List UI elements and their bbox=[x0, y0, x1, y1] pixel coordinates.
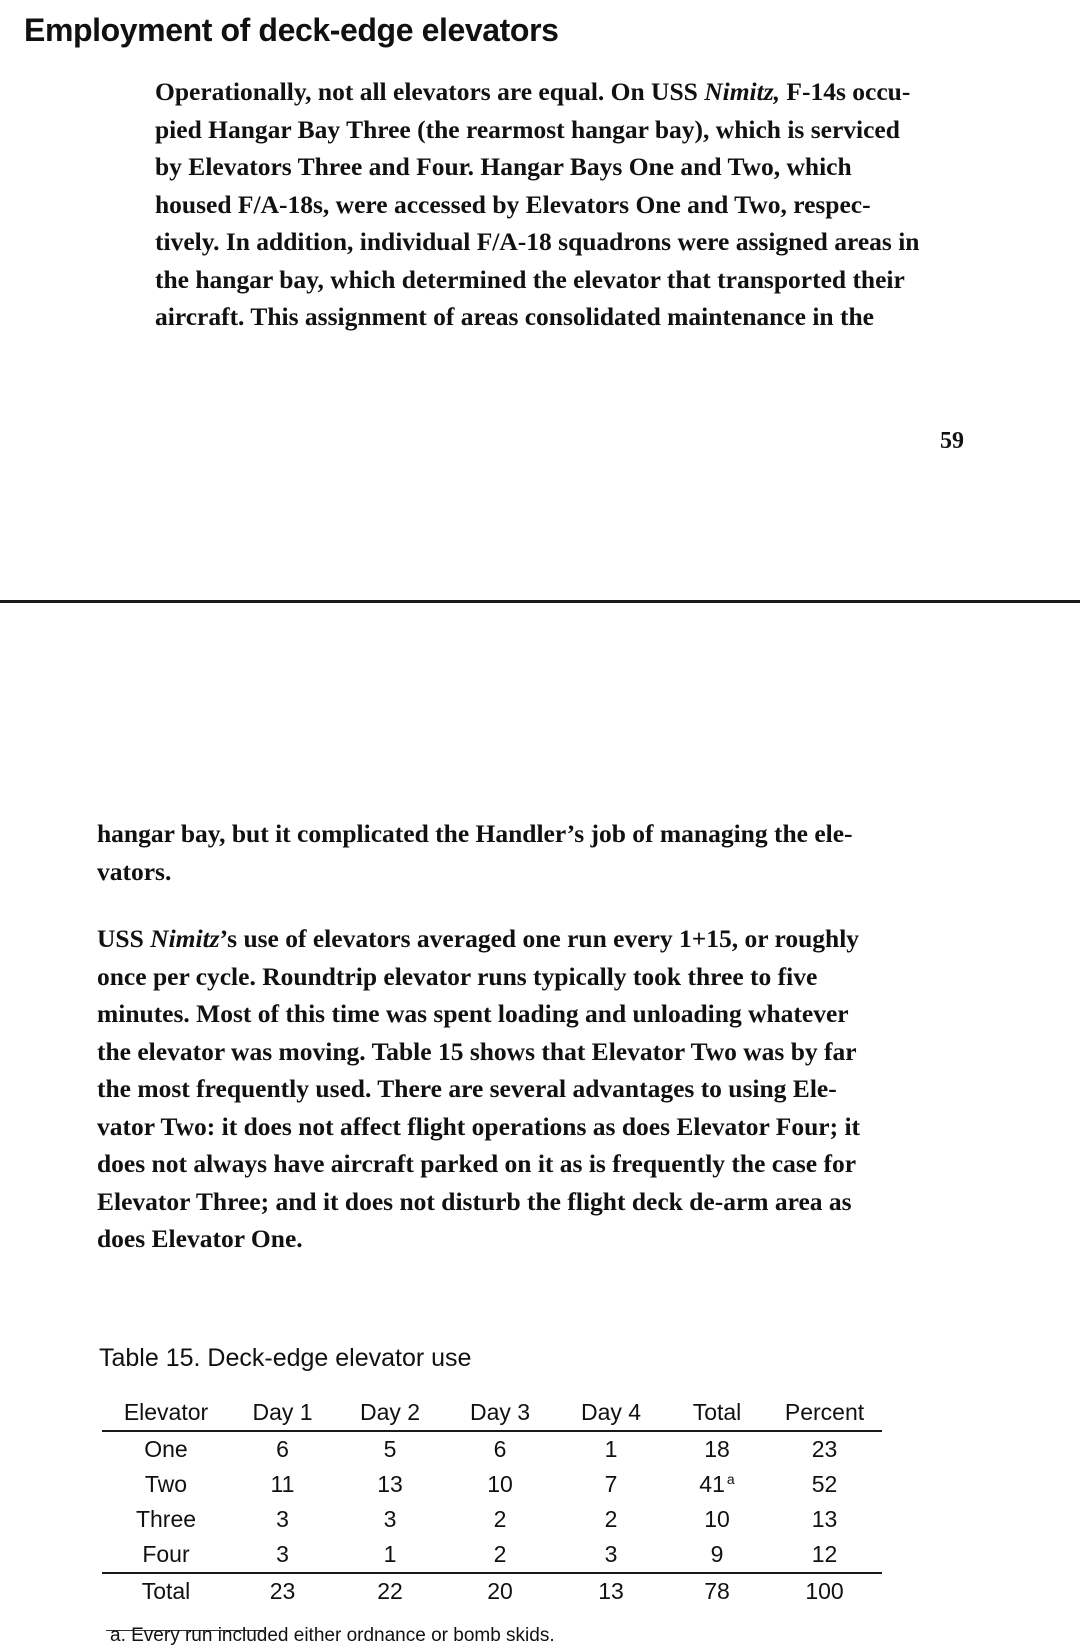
table-cell bbox=[102, 1471, 230, 1498]
text-segment: housed F/A-18s, were accessed by Elevators One and Two, respec- bbox=[155, 189, 871, 219]
text-line bbox=[155, 111, 919, 149]
table-cell bbox=[445, 1506, 555, 1533]
table-row bbox=[102, 1537, 882, 1572]
table-cell bbox=[445, 1436, 555, 1463]
text-segment: by Elevators Three and Four. Hangar Bays One and Two, which bbox=[155, 152, 852, 181]
table-cell-value: Two bbox=[144, 1471, 188, 1497]
table-cell-value: 6 bbox=[276, 1436, 289, 1462]
text-line bbox=[97, 920, 860, 958]
text-segment: Elevator Three; and it does not disturb the flight deck de-arm area as bbox=[97, 1186, 852, 1216]
text-segment: pied Hangar Bay Three (the rearmost hangar bay), which is serviced bbox=[155, 114, 900, 144]
table-cell bbox=[667, 1541, 767, 1568]
text-line bbox=[155, 186, 919, 224]
text-segment: vator Two: it does not affect flight operations as does Elevator Four; it bbox=[97, 1111, 861, 1141]
table-footnote: a. Every run included either ordnance or bomb skids. bbox=[110, 1625, 555, 1646]
table-cell-value: 3 bbox=[276, 1541, 289, 1567]
table-header-cell: Day 1 bbox=[252, 1399, 313, 1425]
text-line bbox=[97, 1033, 860, 1071]
table-body bbox=[102, 1432, 882, 1572]
text-line bbox=[155, 298, 919, 336]
table-cell-value: 2 bbox=[493, 1506, 507, 1532]
table-cell bbox=[335, 1506, 445, 1533]
table-caption: Table 15. Deck-edge elevator use bbox=[99, 1344, 472, 1372]
text-line bbox=[97, 853, 853, 891]
table-cell bbox=[230, 1471, 335, 1498]
table-cell bbox=[102, 1436, 230, 1463]
table-cell-value: 7 bbox=[604, 1471, 618, 1497]
table-cell-value: 41 bbox=[699, 1471, 725, 1497]
text-segment: hangar bay, but it complicated the Handler’s job of managing the ele- bbox=[97, 819, 853, 848]
page-divider bbox=[0, 600, 1080, 603]
table-cell-value: 9 bbox=[710, 1541, 724, 1567]
table-cell bbox=[555, 1506, 667, 1533]
text-segment: does not always have aircraft parked on it as is frequently the case for bbox=[97, 1149, 857, 1178]
text-segment: the elevator was moving. Table 15 shows that Elevator Two was by far bbox=[97, 1036, 857, 1066]
text-line bbox=[97, 1070, 860, 1108]
text-segment: F-14s occu- bbox=[780, 77, 911, 106]
footnote-marker: a bbox=[726, 1471, 735, 1487]
table-cell bbox=[230, 1506, 335, 1533]
table-row bbox=[102, 1502, 882, 1537]
text-line bbox=[97, 1108, 860, 1146]
table-header-cell: Total bbox=[692, 1399, 742, 1425]
table-cell-value: 23 bbox=[811, 1436, 838, 1462]
italic-ship-name: Nimitz bbox=[150, 924, 220, 953]
table-cell-value: Three bbox=[135, 1506, 197, 1532]
section-heading: Employment of deck-edge elevators bbox=[24, 12, 559, 48]
text-segment: does Elevator One. bbox=[97, 1224, 303, 1253]
table-cell-value: One bbox=[144, 1436, 188, 1462]
table-header-cell: Day 4 bbox=[580, 1399, 642, 1425]
table-cell-value: 52 bbox=[811, 1471, 838, 1497]
table-cell: 100 bbox=[805, 1578, 844, 1604]
text-segment: ’s use of elevators averaged one run every 1+15, or roughly bbox=[219, 924, 860, 953]
table-row bbox=[102, 1432, 882, 1467]
table-cell-value: 2 bbox=[604, 1506, 618, 1532]
text-segment: the most frequently used. There are several advantages to using Ele- bbox=[97, 1074, 837, 1103]
paragraph-top bbox=[155, 73, 919, 336]
text-line bbox=[97, 815, 853, 853]
table-header-cell: Percent bbox=[784, 1399, 865, 1425]
table-cell bbox=[767, 1541, 882, 1568]
table-header-row bbox=[102, 1395, 882, 1430]
text-segment: USS bbox=[97, 924, 151, 953]
table-cell bbox=[335, 1471, 445, 1498]
text-segment: minutes. Most of this time was spent loading and unloading whatever bbox=[97, 999, 849, 1028]
text-line bbox=[97, 995, 860, 1033]
table-cell bbox=[555, 1436, 667, 1463]
text-line bbox=[97, 1220, 860, 1258]
table-header-cell: Day 3 bbox=[469, 1399, 531, 1425]
table-cell bbox=[767, 1506, 882, 1533]
paragraph-continuation bbox=[97, 815, 853, 890]
table-cell bbox=[667, 1471, 767, 1498]
table-cell: 20 bbox=[487, 1578, 513, 1604]
table-cell bbox=[555, 1541, 667, 1568]
paragraph-elevator-usage bbox=[97, 920, 860, 1258]
text-line bbox=[155, 261, 919, 299]
table-cell-value: 11 bbox=[270, 1471, 295, 1497]
text-segment: Operationally, not all elevators are equal. On USS bbox=[155, 77, 705, 106]
text-segment: aircraft. This assignment of areas consolidated maintenance in the bbox=[155, 302, 874, 331]
table-cell: 78 bbox=[704, 1578, 730, 1604]
table-cell-value: Four bbox=[142, 1541, 190, 1567]
table-cell bbox=[667, 1506, 767, 1533]
table-cell bbox=[445, 1541, 555, 1568]
table-cell-value: 6 bbox=[493, 1436, 507, 1462]
table-cell-value: 18 bbox=[704, 1436, 730, 1462]
table-cell bbox=[555, 1471, 667, 1498]
elevator-use-table bbox=[102, 1395, 882, 1609]
text-segment: tively. In addition, individual F/A-18 squadrons were assigned areas in bbox=[155, 227, 920, 256]
table-cell: 13 bbox=[598, 1578, 624, 1604]
table-cell-value: 12 bbox=[811, 1541, 838, 1567]
text-segment: vators. bbox=[97, 856, 172, 886]
text-line bbox=[97, 1183, 860, 1221]
table-cell-value: 1 bbox=[383, 1541, 397, 1567]
table-cell bbox=[335, 1541, 445, 1568]
text-line bbox=[97, 1145, 860, 1183]
table-row bbox=[102, 1467, 882, 1502]
table-cell bbox=[102, 1506, 230, 1533]
text-segment: once per cycle. Roundtrip elevator runs typically took three to five bbox=[97, 961, 818, 991]
table-total-row bbox=[102, 1574, 882, 1609]
table-cell bbox=[767, 1436, 882, 1463]
text-line bbox=[155, 148, 919, 186]
table-cell: Total bbox=[141, 1578, 191, 1604]
table-cell-value: 10 bbox=[704, 1506, 730, 1532]
table-cell bbox=[667, 1436, 767, 1463]
table-cell-value: 3 bbox=[383, 1506, 397, 1532]
table-header-cell: Elevator bbox=[123, 1399, 209, 1425]
table-cell bbox=[230, 1436, 335, 1463]
table-cell-value: 10 bbox=[487, 1471, 513, 1497]
table-cell bbox=[335, 1436, 445, 1463]
table-cell: 22 bbox=[377, 1578, 403, 1604]
table-header-cell: Day 2 bbox=[359, 1399, 421, 1425]
table-cell: 23 bbox=[269, 1578, 296, 1604]
italic-ship-name: Nimitz, bbox=[704, 77, 781, 106]
table-cell bbox=[767, 1471, 882, 1498]
text-line bbox=[155, 223, 919, 261]
table-cell-value: 2 bbox=[493, 1541, 507, 1567]
table-cell-value: 3 bbox=[276, 1506, 289, 1532]
table-cell-value: 13 bbox=[811, 1506, 838, 1532]
table-cell-value: 5 bbox=[383, 1436, 397, 1462]
table-cell-value: 13 bbox=[377, 1471, 403, 1497]
table-cell-value: 3 bbox=[604, 1541, 618, 1567]
page-number: 59 bbox=[940, 428, 964, 454]
text-segment: the hangar bay, which determined the elevator that transported their bbox=[155, 264, 905, 294]
table-cell-value: 1 bbox=[604, 1436, 618, 1462]
text-line bbox=[155, 73, 919, 111]
text-line bbox=[97, 958, 860, 996]
table-cell bbox=[230, 1541, 335, 1568]
table-cell bbox=[445, 1471, 555, 1498]
table-cell bbox=[102, 1541, 230, 1568]
